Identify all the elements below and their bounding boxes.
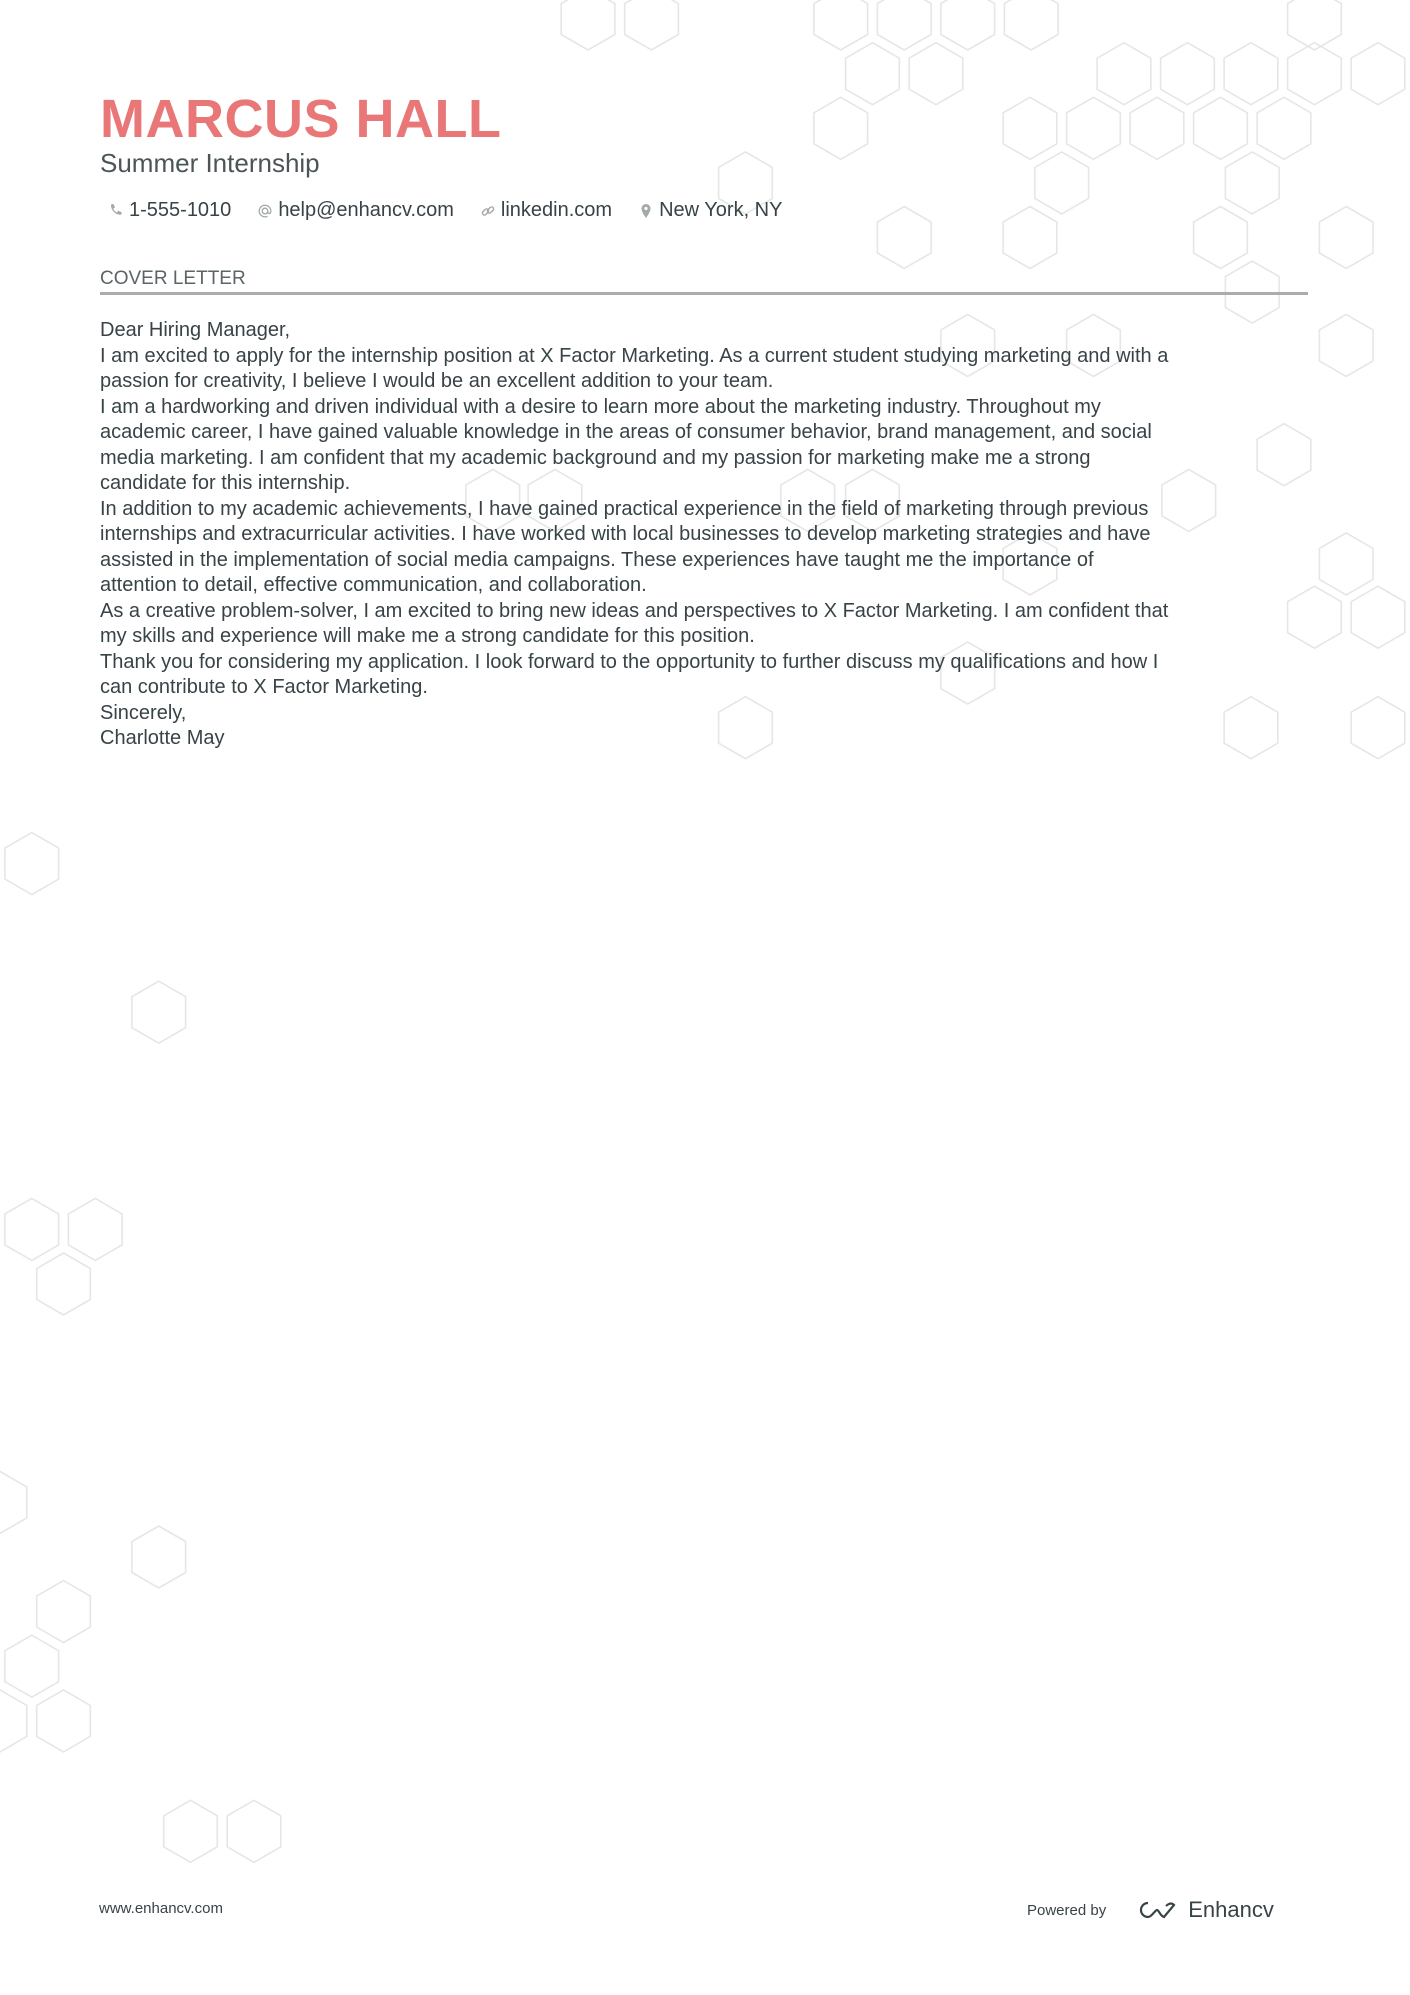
phone-text: 1-555-1010 bbox=[129, 199, 232, 221]
hexagon-shape bbox=[625, 0, 679, 50]
hexagon-shape bbox=[909, 43, 963, 105]
letter-line: I am a hardworking and driven individual with a desire to learn more about the marketing industry. Throughout my bbox=[100, 395, 1101, 418]
letter-paragraph bbox=[100, 701, 1168, 727]
letter-paragraph bbox=[100, 318, 1168, 344]
hexagon-shape bbox=[814, 97, 868, 159]
letter-line: I am excited to apply for the internship position at X Factor Marketing. As a current student studying marketing and with a bbox=[100, 344, 1169, 367]
hexagon-shape bbox=[5, 1198, 59, 1260]
section-divider bbox=[100, 292, 1308, 295]
hexagon-shape bbox=[1003, 207, 1057, 269]
enhancv-logo-text: Enhancv bbox=[1188, 1897, 1274, 1922]
hexagon-shape bbox=[1097, 43, 1151, 105]
letter-body bbox=[100, 318, 1168, 752]
letter-line: passion for creativity, I believe I would be an excellent addition to your team. bbox=[100, 370, 774, 392]
hexagon-shape bbox=[0, 1690, 27, 1752]
hexagon-shape bbox=[1162, 469, 1216, 531]
contact-location bbox=[638, 199, 782, 222]
hexagon-shape bbox=[814, 0, 868, 50]
hexagon-shape bbox=[1351, 43, 1405, 105]
letter-paragraph bbox=[100, 497, 1168, 599]
email-text: help@enhancv.com bbox=[278, 199, 454, 221]
hexagon-shape bbox=[1319, 207, 1373, 269]
hexagon-shape bbox=[1288, 586, 1342, 648]
section-title-cover-letter: COVER LETTER bbox=[100, 268, 246, 289]
hexagon-shape bbox=[0, 1471, 27, 1533]
letter-line: Thank you for considering my application. I look forward to the opportunity to further discuss my qualifications and how I bbox=[100, 650, 1159, 673]
letter-line: assisted in the implementation of social media campaigns. These experiences have taught me the importance of bbox=[100, 548, 1094, 571]
contact-linkedin[interactable] bbox=[480, 199, 612, 222]
letter-line: academic career, I have gained valuable knowledge in the areas of consumer behavior, brand management, and social bbox=[100, 421, 1152, 443]
hexagon-shape bbox=[1161, 43, 1215, 105]
letter-paragraph bbox=[100, 726, 1168, 752]
hexagon-shape bbox=[1319, 533, 1373, 595]
letter-paragraph bbox=[100, 650, 1168, 701]
hexagon-shape bbox=[5, 833, 59, 895]
letter-line: Dear Hiring Manager, bbox=[100, 319, 291, 341]
letter-paragraph bbox=[100, 599, 1168, 650]
contact-info bbox=[108, 199, 782, 222]
hexagon-shape bbox=[1319, 314, 1373, 376]
letter-line: candidate for this internship. bbox=[100, 472, 351, 494]
powered-by bbox=[1027, 1897, 1274, 1923]
hexagon-shape bbox=[5, 1635, 59, 1697]
hexagon-shape bbox=[1224, 43, 1278, 105]
hexagon-shape bbox=[1004, 0, 1058, 50]
contact-phone bbox=[108, 199, 231, 222]
footer-website-link[interactable]: www.enhancv.com bbox=[99, 1900, 223, 1917]
hexagon-shape bbox=[1257, 97, 1311, 159]
letter-line: attention to detail, effective communication, and collaboration. bbox=[100, 574, 647, 596]
hexagon-shape bbox=[1003, 97, 1057, 159]
hexagon-shape bbox=[132, 981, 186, 1043]
location-text: New York, NY bbox=[659, 199, 783, 221]
letter-line: Charlotte May bbox=[100, 727, 225, 749]
hexagon-shape bbox=[1225, 152, 1279, 214]
enhancv-logo[interactable] bbox=[1134, 1897, 1274, 1923]
hexagon-shape bbox=[877, 207, 931, 269]
hexagon-shape bbox=[941, 0, 995, 50]
letter-line: As a creative problem-solver, I am excited to bring new ideas and perspectives to X Factor Marketing. I am confident that bbox=[100, 599, 1169, 622]
hexagon-shape bbox=[37, 1581, 91, 1643]
hexagon-shape bbox=[1288, 43, 1342, 105]
hexagon-shape bbox=[1067, 97, 1121, 159]
enhancv-logo-icon bbox=[1134, 1898, 1180, 1922]
hexagon-shape bbox=[132, 1526, 186, 1588]
letter-line: can contribute to X Factor Marketing. bbox=[100, 676, 428, 698]
hexagon-shape bbox=[561, 0, 615, 50]
contact-email[interactable] bbox=[257, 199, 454, 222]
hexagon-shape bbox=[1257, 424, 1311, 486]
letter-paragraph bbox=[100, 344, 1168, 395]
letter-line: internships and extracurricular activities. I have worked with local businesses to develop marketing strategies and have bbox=[100, 523, 1151, 545]
hexagon-shape bbox=[1351, 586, 1405, 648]
hexagon-shape bbox=[846, 43, 900, 105]
hexagon-shape bbox=[164, 1800, 218, 1862]
at-icon bbox=[257, 203, 273, 219]
phone-icon bbox=[108, 203, 124, 219]
powered-by-label: Powered by bbox=[1027, 1901, 1107, 1919]
linkedin-text: linkedin.com bbox=[500, 199, 613, 221]
hexagon-shape bbox=[37, 1253, 91, 1315]
letter-line: Sincerely, bbox=[100, 701, 187, 724]
link-icon bbox=[480, 203, 496, 219]
letter-line: In addition to my academic achievements, I have gained practical experience in the field of marketing through previous bbox=[100, 497, 1149, 520]
hexagon-shape bbox=[877, 0, 931, 50]
hexagon-shape bbox=[68, 1198, 122, 1260]
letter-paragraph bbox=[100, 395, 1168, 497]
hexagon-shape bbox=[1035, 152, 1089, 214]
hexagon-shape bbox=[1194, 207, 1248, 269]
location-pin-icon bbox=[638, 203, 654, 219]
hexagon-shape bbox=[1351, 697, 1405, 759]
hexagon-shape bbox=[1130, 97, 1184, 159]
hexagon-shape bbox=[37, 1690, 91, 1752]
hexagon-shape bbox=[227, 1800, 281, 1862]
candidate-title: Summer Internship bbox=[100, 148, 320, 178]
letter-line: my skills and experience will make me a strong candidate for this position. bbox=[100, 625, 755, 647]
hexagon-shape bbox=[1224, 697, 1278, 759]
candidate-name: MARCUS HALL bbox=[100, 89, 502, 149]
hexagon-shape bbox=[1194, 97, 1248, 159]
letter-line: media marketing. I am confident that my academic background and my passion for marketing make me a strong bbox=[100, 446, 1091, 469]
